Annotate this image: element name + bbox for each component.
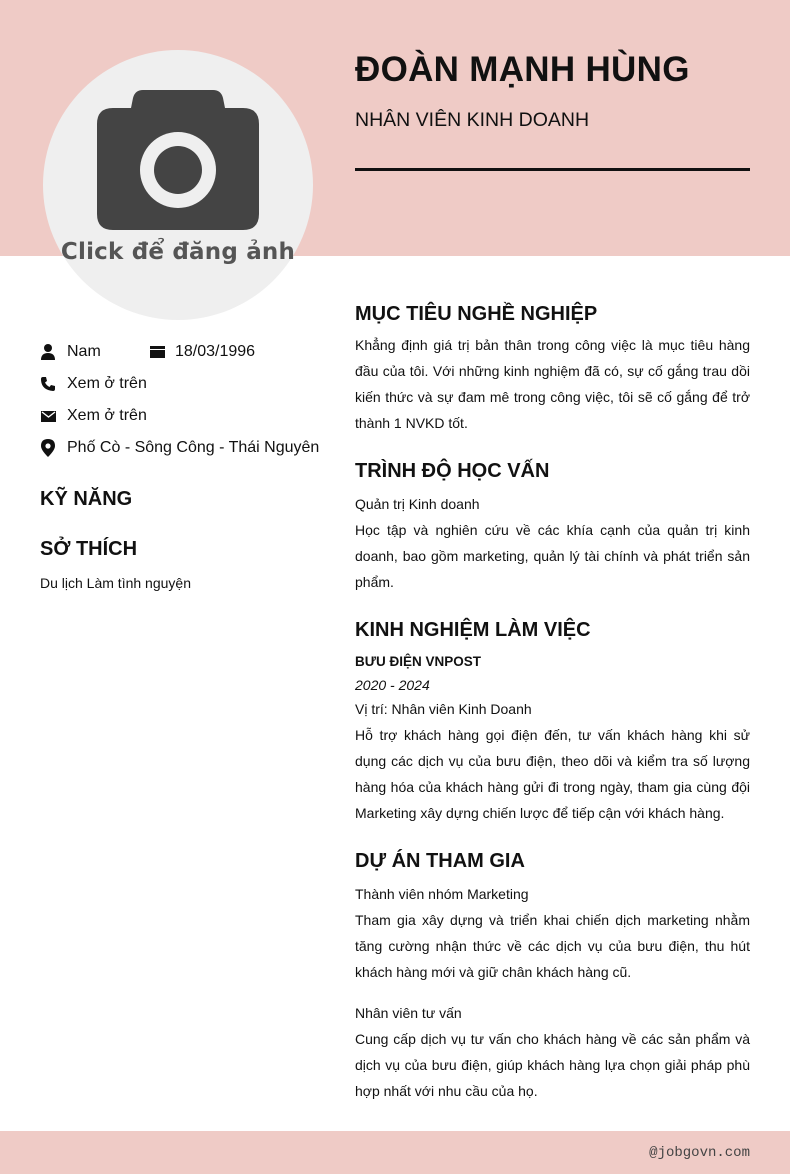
email-row bbox=[40, 405, 147, 427]
camera-icon bbox=[97, 90, 259, 230]
hobbies-heading: SỞ THÍCH bbox=[40, 538, 138, 560]
education-heading: TRÌNH ĐỘ HỌC VẤN bbox=[355, 460, 550, 482]
email-value: Xem ở trên bbox=[67, 407, 147, 424]
education-description: Học tập và nghiên cứu về các khía cạnh của quản trị kinh doanh, bao gồm marketing, quản lý tài chính và phát triển sản phẩm. bbox=[355, 522, 750, 590]
objective-text: Khẳng định giá trị bản thân trong công việc là mục tiêu hàng đầu của tôi. Với những kinh nghiệm đã có, sự cố gắng trau dồi kiến thức và sự đam mê trong công việc, tôi sẽ cố gắng để trở thành 1 NVKD tốt. bbox=[355, 337, 750, 431]
phone-row bbox=[40, 373, 147, 395]
location-pin-icon bbox=[40, 439, 56, 457]
project-role: Thành viên nhóm Marketing bbox=[355, 886, 529, 902]
experience-heading: KINH NGHIỆM LÀM VIỆC bbox=[355, 619, 591, 641]
job-title: NHÂN VIÊN KINH DOANH bbox=[355, 109, 590, 131]
title-divider bbox=[355, 168, 750, 171]
address-row bbox=[40, 437, 319, 459]
education-major: Quản trị Kinh doanh bbox=[355, 496, 480, 512]
phone-value: Xem ở trên bbox=[67, 375, 147, 392]
gender-value: Nam bbox=[67, 343, 101, 360]
project-description: Cung cấp dịch vụ tư vấn cho khách hàng về các sản phẩm và dịch vụ của bưu điện, giúp khách hàng lựa chọn giải pháp phù hợp nhất với nhu cầu của họ. bbox=[355, 1031, 750, 1099]
calendar-icon bbox=[150, 343, 165, 361]
project-description: Tham gia xây dựng và triển khai chiến dịch marketing nhằm tăng cường nhận thức về các dịch vụ của bưu điện, thu hút khách hàng mới và giữ chân khách hàng cũ. bbox=[355, 912, 750, 980]
skills-heading: KỸ NĂNG bbox=[40, 488, 133, 510]
address-value: Phố Cò - Sông Công - Thái Nguyên bbox=[67, 439, 320, 456]
experience-years: 2020 - 2024 bbox=[355, 677, 430, 693]
project-role: Nhân viên tư vấn bbox=[355, 1005, 462, 1021]
experience-company: BƯU ĐIỆN VNPOST bbox=[355, 654, 481, 669]
footer-brand: @jobgovn.com bbox=[649, 1145, 750, 1161]
hobbies-text: Du lịch Làm tình nguyện bbox=[40, 575, 191, 591]
gender-row bbox=[40, 341, 101, 363]
avatar-caption: Click để đăng ảnh bbox=[60, 239, 296, 265]
experience-position: Vị trí: Nhân viên Kinh Doanh bbox=[355, 701, 532, 717]
phone-icon bbox=[40, 375, 56, 393]
experience-description: Hỗ trợ khách hàng gọi điện đến, tư vấn khách hàng khi sử dụng các dịch vụ của bưu điện, theo dõi và kiểm tra số lượng hàng hóa của khách hàng gửi đi trong ngày, tham gia cùng đội Marketing xây dựng chiến lược để tiếp cận với khách hàng. bbox=[355, 727, 750, 821]
dob-value: 18/03/1996 bbox=[175, 343, 256, 360]
full-name: ĐOÀN MẠNH HÙNG bbox=[355, 50, 690, 89]
avatar-upload[interactable] bbox=[43, 50, 313, 320]
projects-heading: DỰ ÁN THAM GIA bbox=[355, 850, 525, 872]
objective-heading: MỤC TIÊU NGHỀ NGHIỆP bbox=[355, 303, 598, 325]
mail-icon bbox=[40, 407, 56, 425]
dob-row bbox=[150, 341, 255, 363]
person-icon bbox=[40, 343, 56, 361]
